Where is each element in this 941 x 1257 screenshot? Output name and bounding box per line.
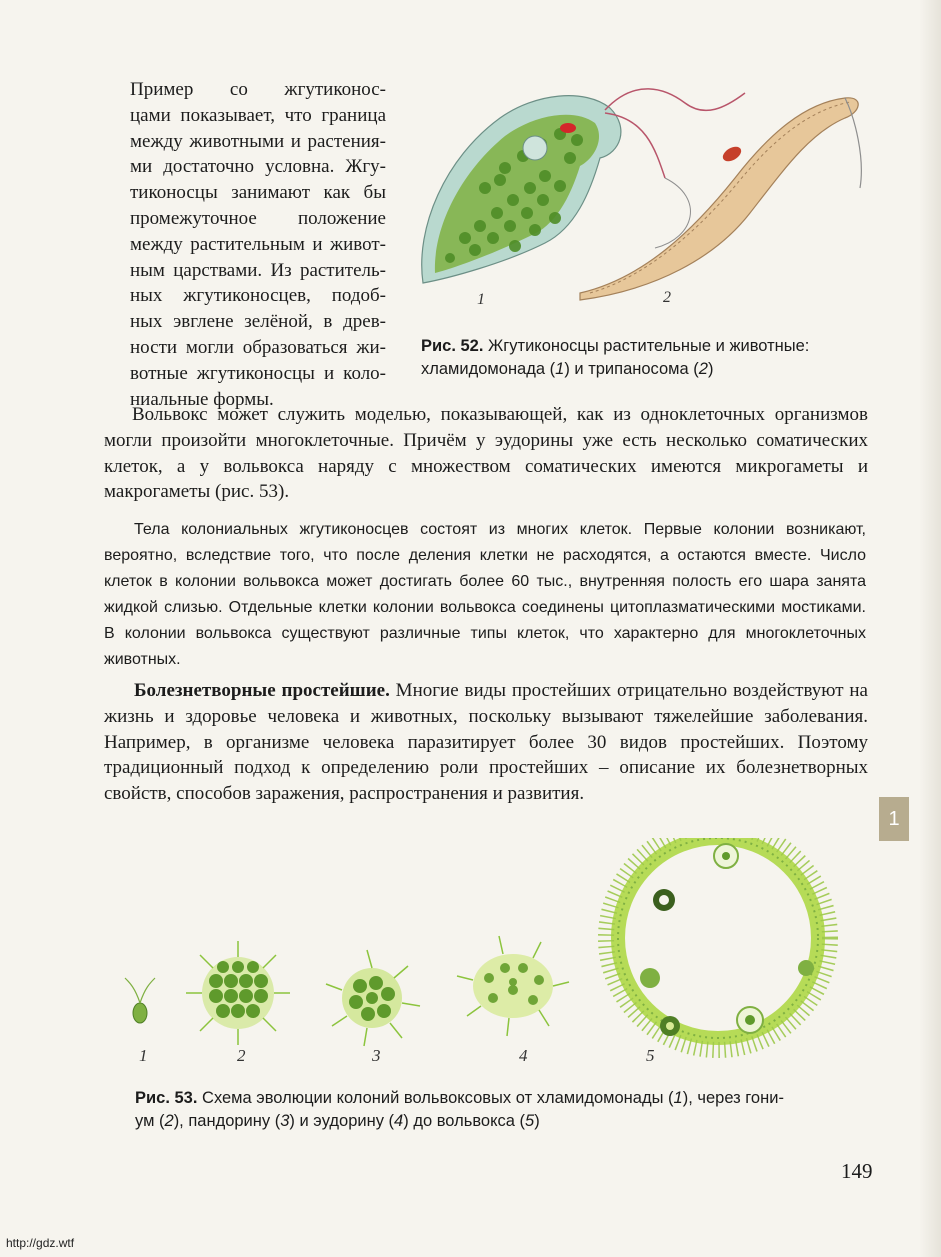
caption-text: ) и эудорину ( <box>289 1112 395 1130</box>
intro-line: между растительным и живот- <box>130 233 386 255</box>
page-number: 149 <box>841 1159 873 1183</box>
trypanosoma-drawing <box>580 98 861 300</box>
page-edge-shadow <box>919 0 941 1257</box>
figure-53-label-3: 3 <box>372 1046 381 1065</box>
figure-53-label-4: 4 <box>519 1046 528 1065</box>
caption-text: ум ( <box>135 1112 165 1130</box>
intro-line: тиконосцы занимают как бы <box>130 182 386 204</box>
figure-52-illustration <box>405 78 875 318</box>
intro-line: цами показывает, что граница <box>130 104 386 126</box>
chapter-tab: 1 <box>879 797 909 841</box>
caption-text: ) и трипаносома ( <box>564 360 699 378</box>
intro-line: ных жгутиконосцев, подоб- <box>130 285 386 307</box>
figure-53-caption-number: Рис. 53. <box>135 1089 198 1107</box>
intro-paragraph <box>130 77 386 412</box>
intro-line: промежуточное положение <box>130 207 386 229</box>
caption-number: 2 <box>698 360 708 378</box>
caption-text: ) <box>534 1112 540 1130</box>
caption-number: 2 <box>164 1112 174 1130</box>
figure-52-caption <box>421 335 871 381</box>
volvox-paragraph: Вольвокс может служить моделью, показывающей, как из одноклеточных организмов могли произойти многоклеточные. Причём у эудорины уже есть несколько соматических клеток, а у вольвокса наряду с множеством соматических имеются микрогаметы и макрогаметы (рис. 53). <box>104 404 868 503</box>
disease-paragraph <box>104 678 868 807</box>
small-print-paragraph: Тела колониальных жгутиконосцев состоят из многих клеток. Первые колонии возникают, вероятно, вследствие того, что после деления клетки не расходятся, а остаются вместе. Число клеток в колонии вольвокса может достигать более 60 тыс., внутренняя полость его шара занята жидкой слизью. Отдельные клетки колонии вольвокса соединены цитоплазматическими мостиками. В колонии вольвокса существуют различные типы клеток, что характерно для многоклеточных животных. <box>104 521 866 668</box>
caption-text: ), через гони- <box>682 1089 784 1107</box>
stage-2-gonium <box>186 941 290 1045</box>
figure-52-label-2: 2 <box>663 289 671 306</box>
caption-number: 1 <box>673 1089 683 1107</box>
stage-3-pandorina <box>326 950 420 1046</box>
stage-5-volvox <box>606 838 830 1050</box>
disease-text: Многие виды простейших отрицательно воздействуют на жизнь и здоровье человека и животных, поскольку вызывают тяжелейшие заболевания. Например, в организме человека паразитирует более 30 видов простейших. Поэтому традиционный подход к определению роли простейших – описание их болезнетворных свойств, способов заражения, распространения и развития. <box>104 680 868 805</box>
intro-line: вотные жгутиконосцы и коло- <box>130 362 386 384</box>
intro-line: ми достаточно условна. Жгу- <box>130 156 386 178</box>
stage-4-eudorina <box>457 936 569 1036</box>
intro-line: ности могли образоваться жи- <box>130 336 386 358</box>
caption-number: 3 <box>280 1112 290 1130</box>
stigma <box>560 123 576 133</box>
figure-53-caption <box>135 1087 875 1133</box>
caption-number: 4 <box>394 1112 404 1130</box>
figure-53-label-1: 1 <box>139 1046 148 1065</box>
caption-text: ), пандорину ( <box>173 1112 281 1130</box>
caption-number: 5 <box>525 1112 535 1130</box>
intro-line: между животными и растения- <box>130 130 386 152</box>
figure-53-label-2: 2 <box>237 1046 246 1065</box>
figure-53-label-5: 5 <box>646 1046 655 1065</box>
caption-text: ) до вольвокса ( <box>403 1112 525 1130</box>
caption-text: Схема эволюции колоний вольвоксовых от хламидомонады ( <box>197 1089 674 1107</box>
intro-line: ниальные формы. <box>130 388 274 410</box>
figure-52-caption-number: Рис. 52. <box>421 337 484 355</box>
intro-line: ных эвглене зелёной, в древ- <box>130 311 386 333</box>
figure-52-label-1: 1 <box>477 291 485 308</box>
stage-1-chlamydomonas <box>125 978 155 1023</box>
caption-text: хламидомонада ( <box>421 360 556 378</box>
figure-53-illustration <box>120 838 880 1078</box>
intro-line: ным царствами. Из раститель- <box>130 259 386 281</box>
caption-text: ) <box>707 360 714 378</box>
disease-heading: Болезнетворные простейшие. <box>134 680 390 701</box>
figure-52-caption-text: Жгутиконосцы растительные и животные: <box>483 337 810 355</box>
intro-line: Пример со жгутиконос- <box>130 79 386 100</box>
caption-number: 1 <box>555 360 565 378</box>
watermark-link[interactable]: http://gdz.wtf <box>6 1236 75 1250</box>
